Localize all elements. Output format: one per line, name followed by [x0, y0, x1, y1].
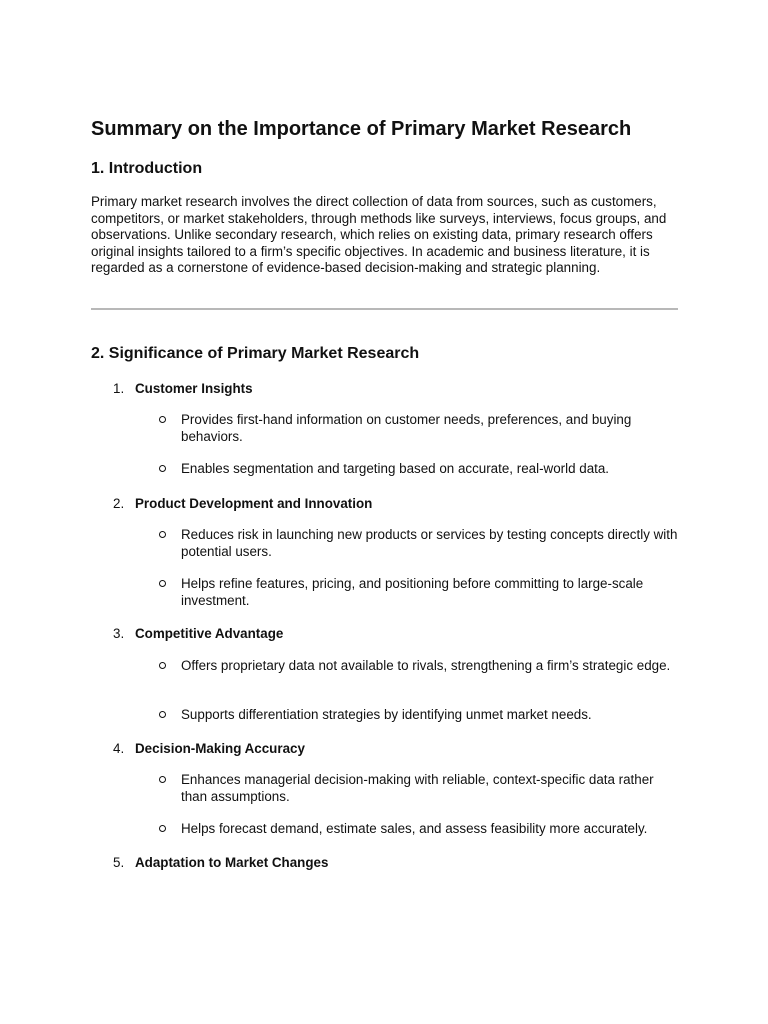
section-divider — [91, 308, 678, 310]
section-heading-significance: 2. Significance of Primary Market Research — [91, 345, 420, 362]
list-item-title: Competitive Advantage — [135, 626, 284, 641]
list-item-title: Decision-Making Accuracy — [135, 741, 305, 756]
list-item-number: 5. — [113, 855, 125, 870]
list-item-number: 3. — [113, 626, 125, 641]
sub-bullet-text: Provides first-hand information on customer needs, preferences, and buying behaviors. — [181, 412, 632, 444]
list-item-title: Customer Insights — [135, 381, 253, 396]
sub-bullet-text: Helps refine features, pricing, and positioning before committing to large-scale investment. — [181, 576, 644, 608]
hollow-circle-bullet-icon — [159, 711, 167, 719]
sub-bullet-text: Enables segmentation and targeting based on accurate, real-world data. — [181, 461, 610, 476]
sub-bullet-text: Supports differentiation strategies by identifying unmet market needs. — [181, 707, 592, 722]
section-heading-introduction: 1. Introduction — [91, 160, 203, 177]
document-title: Summary on the Importance of Primary Market Research — [91, 118, 632, 140]
sub-bullet-text: Reduces risk in launching new products or services by testing concepts directly with potential users. — [181, 527, 678, 559]
hollow-circle-bullet-icon — [159, 776, 167, 784]
sub-bullet-text: Enhances managerial decision-making with reliable, context-specific data rather than assumptions. — [181, 772, 654, 804]
list-item-number: 1. — [113, 381, 125, 396]
hollow-circle-bullet-icon — [159, 580, 167, 588]
hollow-circle-bullet-icon — [159, 531, 167, 539]
hollow-circle-bullet-icon — [159, 416, 167, 424]
hollow-circle-bullet-icon — [159, 465, 167, 473]
sub-bullet-text: Offers proprietary data not available to rivals, strengthening a firm’s strategic edge. — [181, 658, 671, 673]
hollow-circle-bullet-icon — [159, 825, 167, 833]
list-item-title: Adaptation to Market Changes — [135, 855, 329, 870]
list-item-number: 2. — [113, 496, 125, 511]
introduction-paragraph: Primary market research involves the direct collection of data from sources, such as customers, competitors, or market stakeholders, through methods like surveys, interviews, focus groups, and observations. Unlike secondary research, which relies on existing data, primary research offers original insights tailored to a firm’s specific objectives. In academic and business literature, it is regarded as a cornerstone of evidence-based decision-making and strategic planning. — [91, 194, 667, 276]
sub-bullet-text: Helps forecast demand, estimate sales, and assess feasibility more accurately. — [181, 821, 648, 836]
hollow-circle-bullet-icon — [159, 662, 167, 670]
list-item-title: Product Development and Innovation — [135, 496, 373, 511]
list-item-number: 4. — [113, 741, 125, 756]
